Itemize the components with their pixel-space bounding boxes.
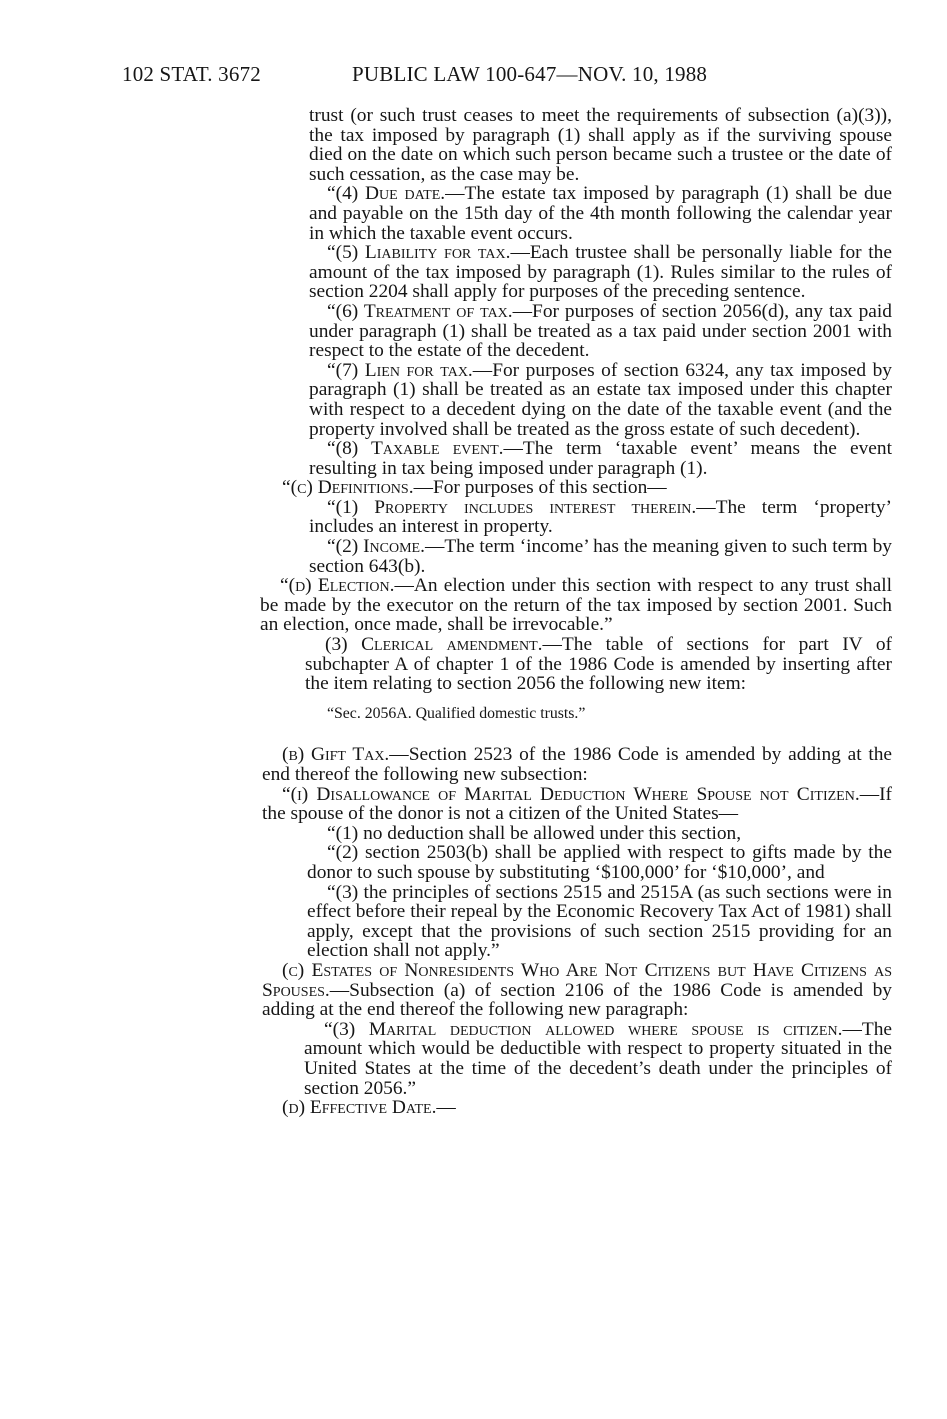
- paragraph-income: “(2) Income.—The term ‘income’ has the meaning given to such term by section 643(b).: [309, 536, 892, 577]
- heading-liability: “(5) Liability for tax.: [327, 242, 511, 264]
- paragraph-definitions: “(c) Definitions.—For purposes of this section—: [282, 477, 667, 499]
- list-item-1: “(1) no deduction shall be allowed under this section,: [327, 822, 742, 844]
- heading-treatment: “(6) Treatment of tax.: [327, 300, 513, 322]
- statute-page-number: 102 STAT. 3672: [122, 62, 261, 86]
- heading-election: “(d) Election.: [280, 575, 395, 597]
- list-item-2: “(2) section 2503(b) shall be applied with respect to gifts made by the donor to such spouse by substituting ‘$100,000’ for ‘$10,000’, and: [307, 842, 892, 883]
- paragraph-due-date: “(4) Due date.—The estate tax imposed by paragraph (1) shall be due and payable on the 15th day of the 4th month following the calendar year in which the taxable event occurs.: [309, 183, 892, 244]
- document-body: [262, 106, 892, 1118]
- heading-income: “(2) Income.: [327, 536, 425, 558]
- list-item-3: “(3) the principles of sections 2515 and 2515A (as such sections were in effect before their repeal by the Economic Recovery Tax Act of 1981) shall apply, except that the provisions of such section 2515 providing for an election shall not apply.”: [307, 881, 892, 962]
- heading-taxable-event: “(8) Taxable event.: [327, 438, 504, 460]
- paragraph-treatment: “(6) Treatment of tax.—For purposes of section 2056(d), any tax paid under paragraph (1) shall be treated as a tax paid under section 2001 with respect to the estate of the decedent.: [309, 300, 892, 362]
- paragraph-gift-tax: (b) Gift Tax.—Section 2523 of the 1986 Code is amended by adding at the end thereof the following new subsection:: [262, 744, 893, 785]
- heading-lien: “(7) Lien for tax.: [327, 359, 473, 381]
- paragraph-marital-deduction: “(3) Marital deduction allowed where spouse is citizen.—The amount which would be deductible with respect to property situated in the United States at the time of the decedent’s death under the principles of section 2056.”: [304, 1018, 892, 1099]
- heading-clerical-amendment: (3) Clerical amendment.: [325, 634, 543, 656]
- heading-due-date: “(4) Due date.: [327, 183, 446, 205]
- paragraph-disallowance: “(i) Disallowance of Marital Deduction Where Spouse not Citizen.—If the spouse of the donor is not a citizen of the United States—: [262, 783, 892, 825]
- heading-estates-nonresidents: (c) Estates of Nonresidents Who Are Not Citizens but Have Citizens as Spouses.: [262, 959, 892, 1001]
- paragraph-election: “(d) Election.—An election under this section with respect to any trust shall be made by the executor on the return of the tax imposed by section 2001. Such an election, once made, shall be irrevocable.”: [260, 575, 892, 636]
- heading-property: “(1) Property includes interest therein.: [327, 496, 697, 518]
- paragraph-clerical-amendment: (3) Clerical amendment.—The table of sections for part IV of subchapter A of chapter 1 of the 1986 Code is amended by inserting after the item relating to section 2056 the following new item:: [305, 634, 893, 695]
- paragraph-taxable-event: “(8) Taxable event.—The term ‘taxable event’ means the event resulting in tax being imposed under paragraph (1).: [309, 438, 892, 479]
- heading-disallowance: “(i) Disallowance of Marital Deduction Where Spouse not Citizen.: [282, 783, 860, 805]
- paragraph-effective-date: (d) Effective Date.—: [282, 1097, 456, 1119]
- paragraph-estates-nonresidents: (c) Estates of Nonresidents Who Are Not Citizens but Have Citizens as Spouses.—Subsection (a) of section 2106 of the 1986 Code is amended by adding at the end thereof the following new paragraph:: [262, 959, 892, 1021]
- new-section-item: “Sec. 2056A. Qualified domestic trusts.”: [327, 704, 586, 722]
- law-title: PUBLIC LAW 100-647—NOV. 10, 1988: [352, 62, 708, 86]
- paragraph-trust: trust (or such trust ceases to meet the requirements of subsection (a)(3)), the tax imposed by paragraph (1) shall apply as if the surviving spouse died on the date on which such person became such a trustee or the date of such cessation, as the case may be.: [309, 105, 892, 185]
- paragraph-property: “(1) Property includes interest therein.—The term ‘property’ includes an interest in property.: [309, 496, 893, 538]
- heading-gift-tax: (b) Gift Tax.: [282, 744, 390, 766]
- heading-effective-date: (d) Effective Date.: [282, 1097, 437, 1119]
- paragraph-lien: “(7) Lien for tax.—For purposes of section 6324, any tax imposed by paragraph (1) shall be treated as an estate tax imposed under this chapter with respect to a decedent dying on the date of the taxable event (and the property involved shall be treated as the gross estate of such decedent).: [309, 359, 892, 440]
- heading-marital-deduction: “(3) Marital deduction allowed where spouse is citizen.: [324, 1018, 843, 1040]
- paragraph-liability: “(5) Liability for tax.—Each trustee shall be personally liable for the amount of the tax imposed by paragraph (1). Rules similar to the rules of section 2204 shall apply for purposes of the preceding sentence.: [309, 242, 892, 303]
- heading-definitions: “(c) Definitions.: [282, 477, 414, 499]
